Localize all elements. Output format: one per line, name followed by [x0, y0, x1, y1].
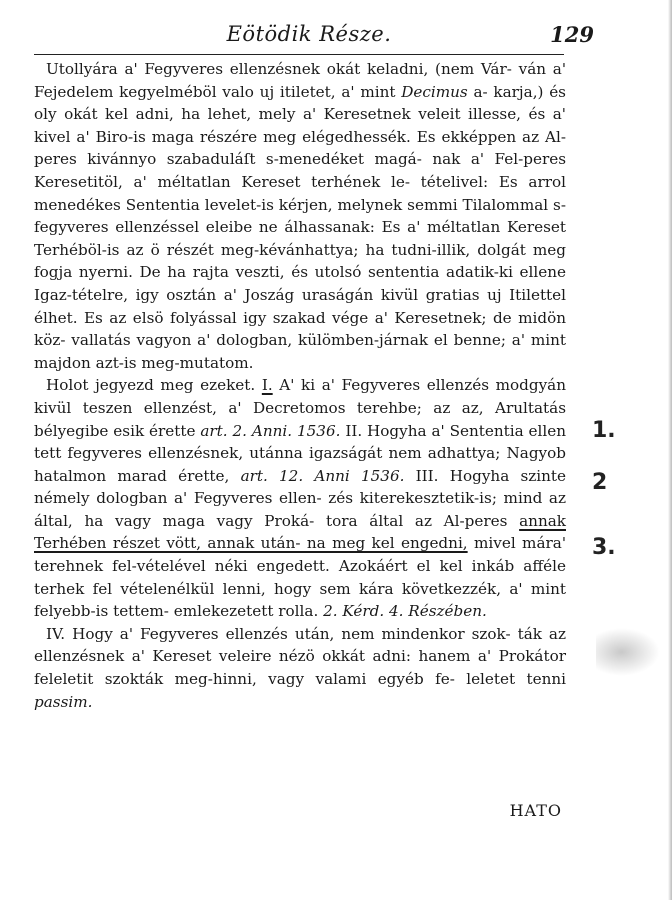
- running-head: Eötödik Része.: [226, 22, 392, 46]
- text-run: Utollyára a' Fegyveres ellenzésnek okát keladni, (nem Vár- ván a' Fejedelem kegyelméböl valo uj itiletet, a' mint: [34, 60, 566, 101]
- text-run: III. Hogyha szinte némely dologban a' Fegyveres ellen- zés kiterekesztetik-is; mind az által, ha vagy maga vagy Proká- tora által az Al-peres: [34, 466, 566, 530]
- text-run: Holot jegyezd meg ezeket.: [46, 376, 262, 395]
- margin-note-1: 1.: [592, 418, 616, 443]
- page-number: 129: [550, 22, 594, 47]
- underlined-text: I.: [261, 376, 273, 395]
- paragraph: [34, 623, 566, 713]
- text-run: A' ki a' Fegyveres ellenzés modgyán kivül teszen ellenzést, a' Decretomos terehbe; az az, Arultatás bélyegibe esik érette: [34, 376, 566, 440]
- catchword: HATO: [509, 801, 562, 820]
- paragraph: [34, 58, 566, 374]
- page-edge-shadow: [668, 0, 672, 900]
- page-header: [34, 18, 594, 48]
- italic-citation: art. 2. Anni. 1536.: [200, 421, 341, 440]
- italic-citation: passim.: [34, 692, 93, 711]
- underlined-text: annak Terhében részet vött, annak után- na meg kel engedni,: [34, 511, 566, 553]
- paragraph: [34, 374, 566, 623]
- text-run: IV. Hogy a' Fegyveres ellenzés után, nem mindenkor szok- ták az ellenzésnek a' Kereset veleire nézö okkát adni: hanem a' Prokátor feleletit szokták meg-hinni, vagy valami egyéb fe- leletet tenni: [34, 624, 566, 689]
- body-text: [34, 58, 566, 713]
- ink-smudge: [596, 628, 660, 676]
- header-rule: [34, 54, 564, 55]
- text-run: a- karja,) és oly okát kel adni, ha lehet, mely a' Keresetnek veleit illesse, és a' kivel a' Biro-is maga részére meg elégedhessék. Es ekképpen az Al-peres kivánnyo szabaduláſt s-menedéket magá- nak a' Fel-peres Keresetitöl, a' méltatlan Kereset terhének le- tételivel: Es arrol menedékes Sententia levelet-is kérjen, melynek semmi Tilalommal s-fegyveres ellenzéssel eleibe ne álhassanak: Es a' méltatlan Kereset Terhéböl-is az ö részét meg-kévánhattya; ha tudni-illik, dolgát meg fogja nyerni. De ha rajta veszti, és utolsó sententia adatik-ki ellene Igaz-tételre, igy osztán a' Joszág uraságán kivül gratias uj Itilettel élhet. Es az elsö folyással igy szakad vége a' Keresetnek; de midön köz- vallatás vagyon a' dologban, külömben-járnak el benne; a' mint majdon azt-is meg-mutatom.: [34, 82, 566, 372]
- text-run: II. Hogyha a' Sententia ellen tett fegyveres ellenzésnek, utánna igazságát nem adhattya; Nagyob hatalmon marad érette,: [34, 421, 566, 485]
- margin-note-2: 2: [592, 470, 608, 495]
- italic-citation: 2. Kérd. 4. Részében.: [323, 602, 487, 621]
- margin-note-3: 3.: [592, 535, 616, 560]
- italic-citation: art. 12. Anni 1536.: [240, 466, 405, 485]
- italic-citation: Decimus: [401, 82, 468, 101]
- text-run: mivel mára' terehnek fel-vételével néki engedett. Azokáért el kel inkáb afféle terhek fel vételenélkül lenni, hogy sem kára következzék, a' mint felyebb-is tettem- emlekezetett rolla.: [34, 534, 566, 621]
